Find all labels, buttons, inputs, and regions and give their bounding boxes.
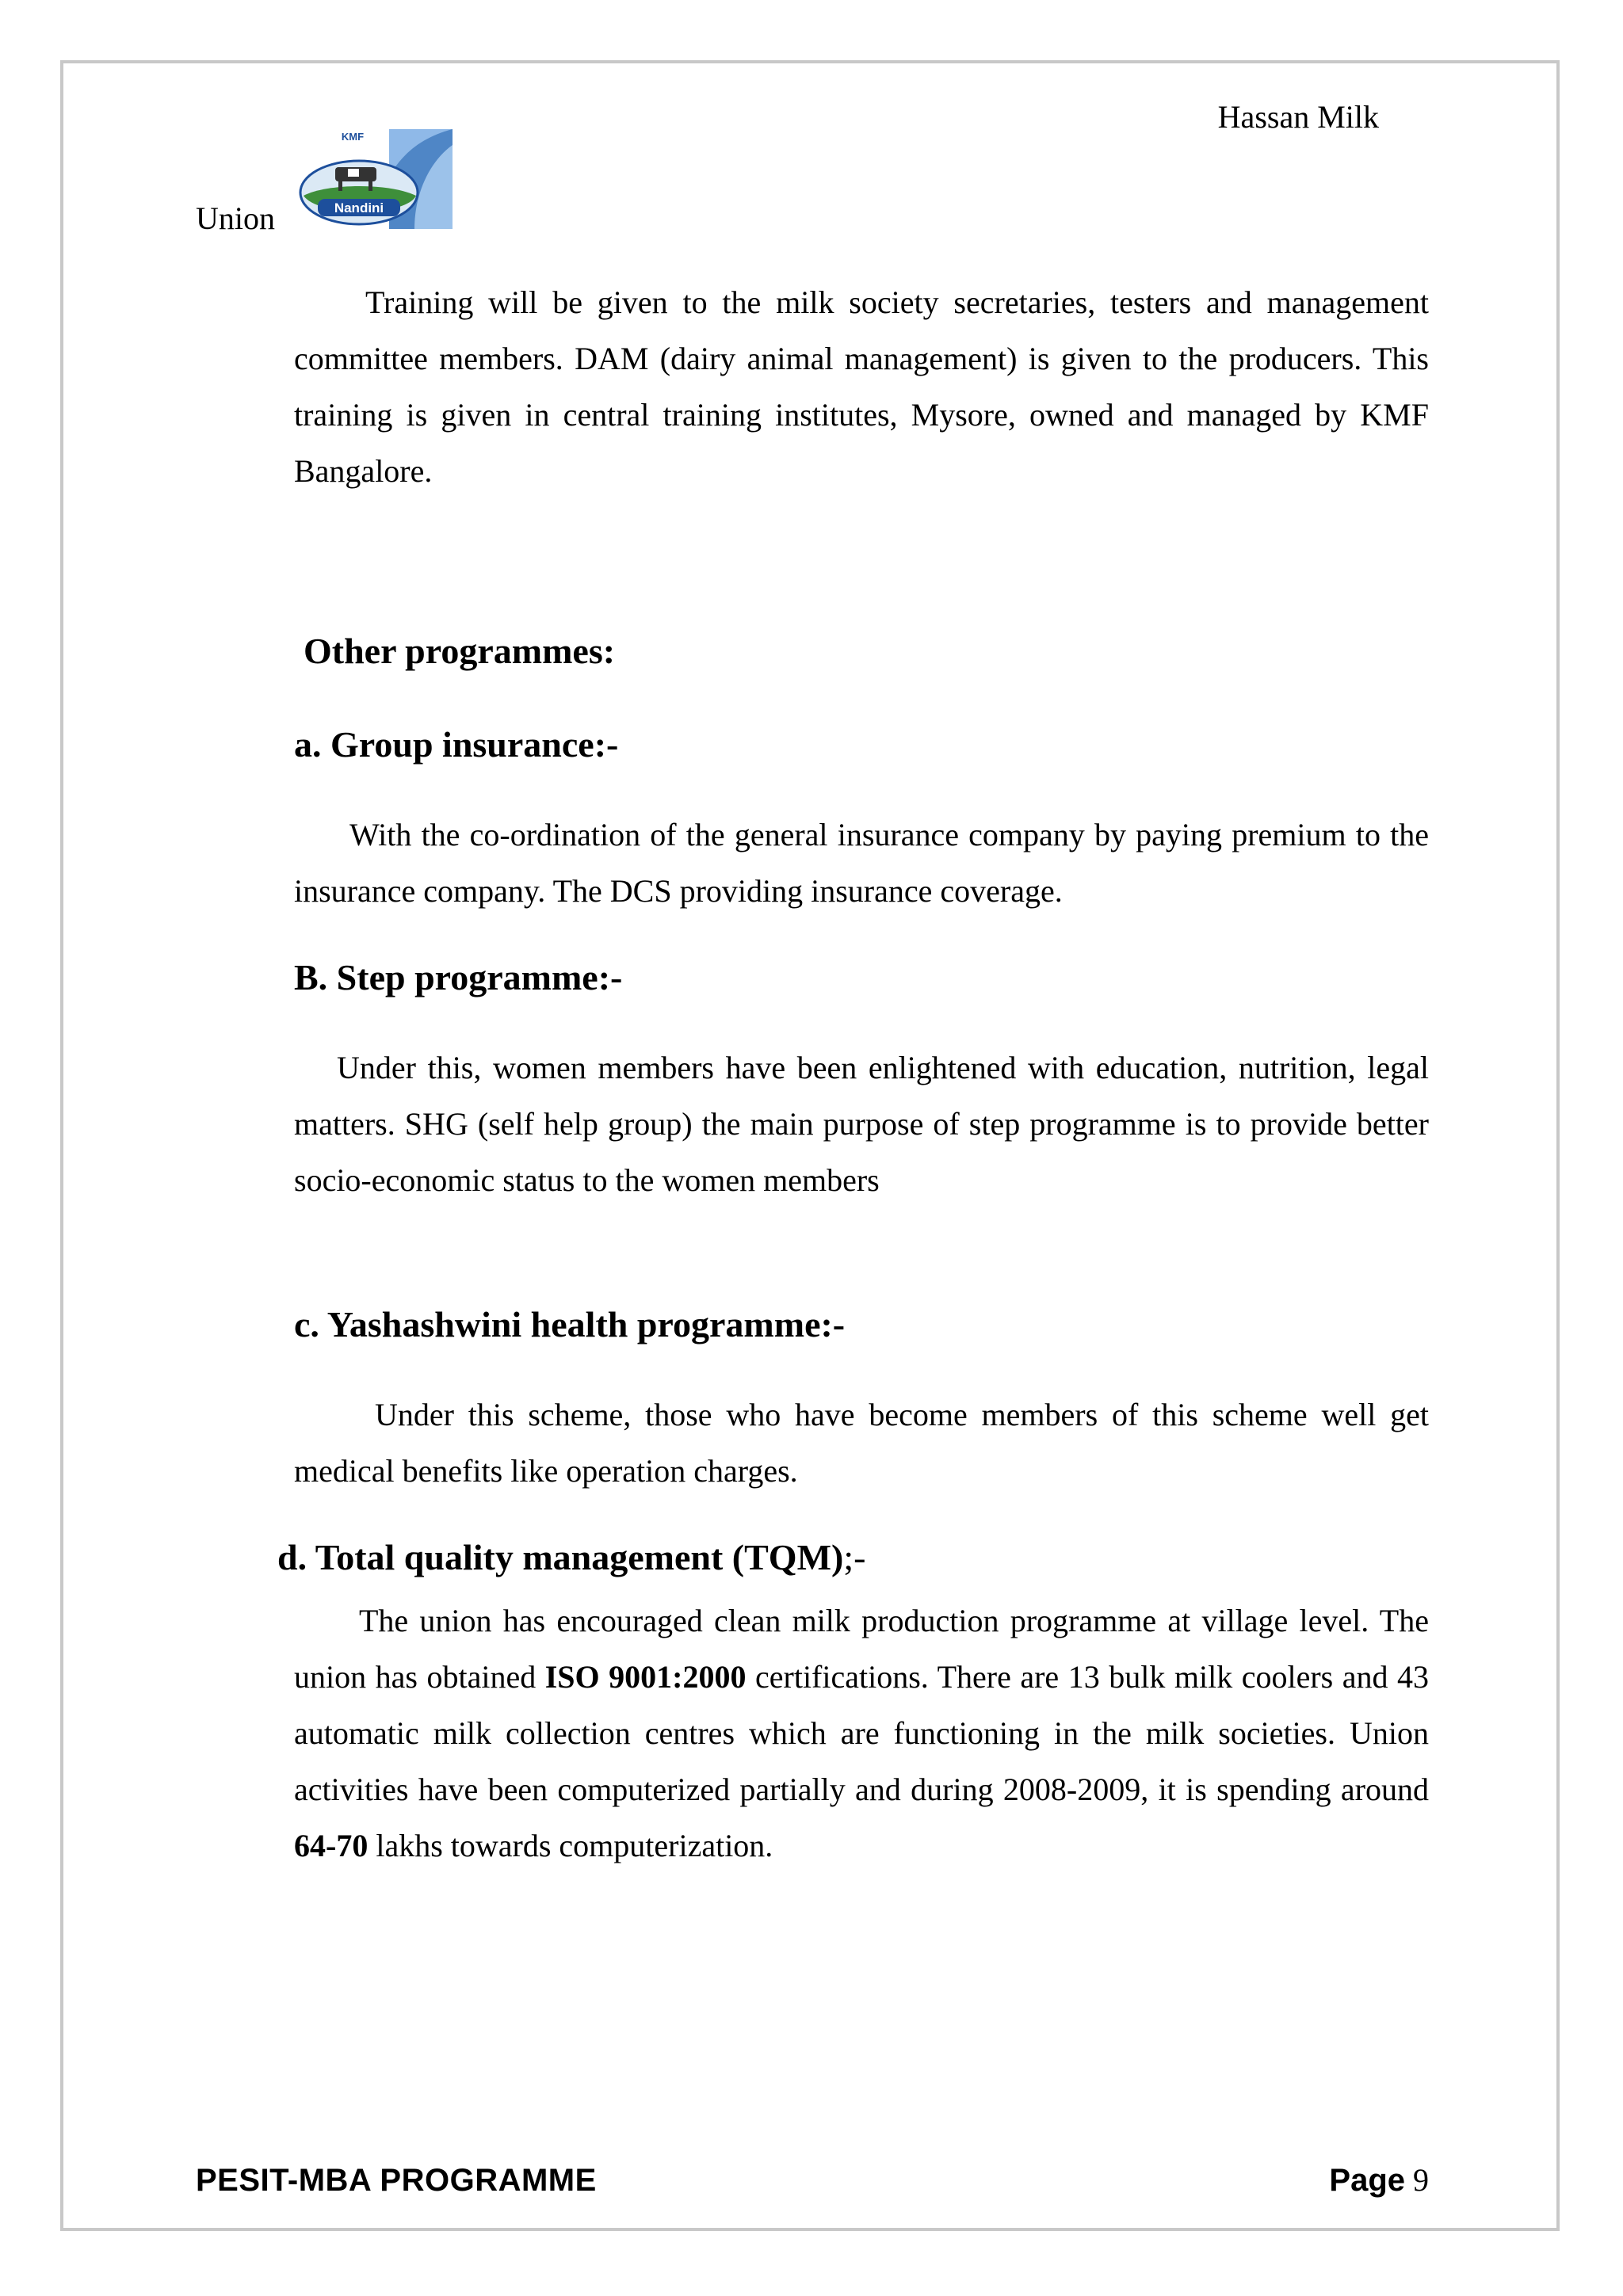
footer-programme-title: PESIT-MBA PROGRAMME [196,2163,597,2198]
training-paragraph: Training will be given to the milk society secretaries, testers and management committee members. DAM (dairy animal management) is given to the producers. This training is given in central training institutes, Mysore, owned and managed by KMF Bangalore. [294,284,1429,489]
header-title: Hassan Milk [1217,99,1379,135]
yashashwini-paragraph: Under this scheme, those who have become members of this scheme well get medical benefits like operation charges. [294,1397,1429,1489]
tqm-heading-suffix: ;- [843,1537,866,1577]
tqm-heading [277,1535,865,1580]
logo-brand-text: Nandini [334,200,384,215]
step-programme-heading: B. Step programme:- [294,957,623,997]
footer-page-number [1329,2161,1429,2199]
group-insurance-paragraph: With the co-ordination of the general insurance company by paying premium to the insurance company. The DCS providing insurance coverage. [294,817,1429,909]
footer-page-label: Page [1329,2163,1405,2198]
tqm-text-3: lakhs towards computerization. [368,1828,773,1863]
yashashwini-heading: c. Yashashwini health programme:- [294,1304,846,1344]
tqm-heading-title: d. Total quality management (TQM) [277,1537,844,1577]
other-programmes-heading: Other programmes: [304,631,616,671]
tqm-text-1: The union has encouraged clean milk production programme at village level. The union has obtained [294,1603,1429,1695]
tqm-paragraph [294,1592,1429,1874]
nandini-logo-icon [296,129,453,229]
tqm-iso-certification: ISO 9001:2000 [544,1659,747,1695]
nandini-logo [296,129,453,229]
tqm-text-2: certifications. There are 13 bulk milk coolers and 43 automatic milk collection centres which are functioning in the milk societies. Union activities have been computerized partially and during 2008-2009, it is spending around [294,1659,1429,1807]
header-union-text: Union [196,200,275,236]
logo-kmf-text: KMF [341,131,365,143]
tqm-amount: 64-70 [294,1828,369,1863]
footer-page-value: 9 [1413,2162,1429,2198]
group-insurance-heading: a. Group insurance:- [294,724,619,765]
step-programme-paragraph: Under this, women members have been enlightened with education, nutrition, legal matters. SHG (self help group) the main purpose of step programme is to provide better socio-economic status to the women members [294,1050,1429,1198]
